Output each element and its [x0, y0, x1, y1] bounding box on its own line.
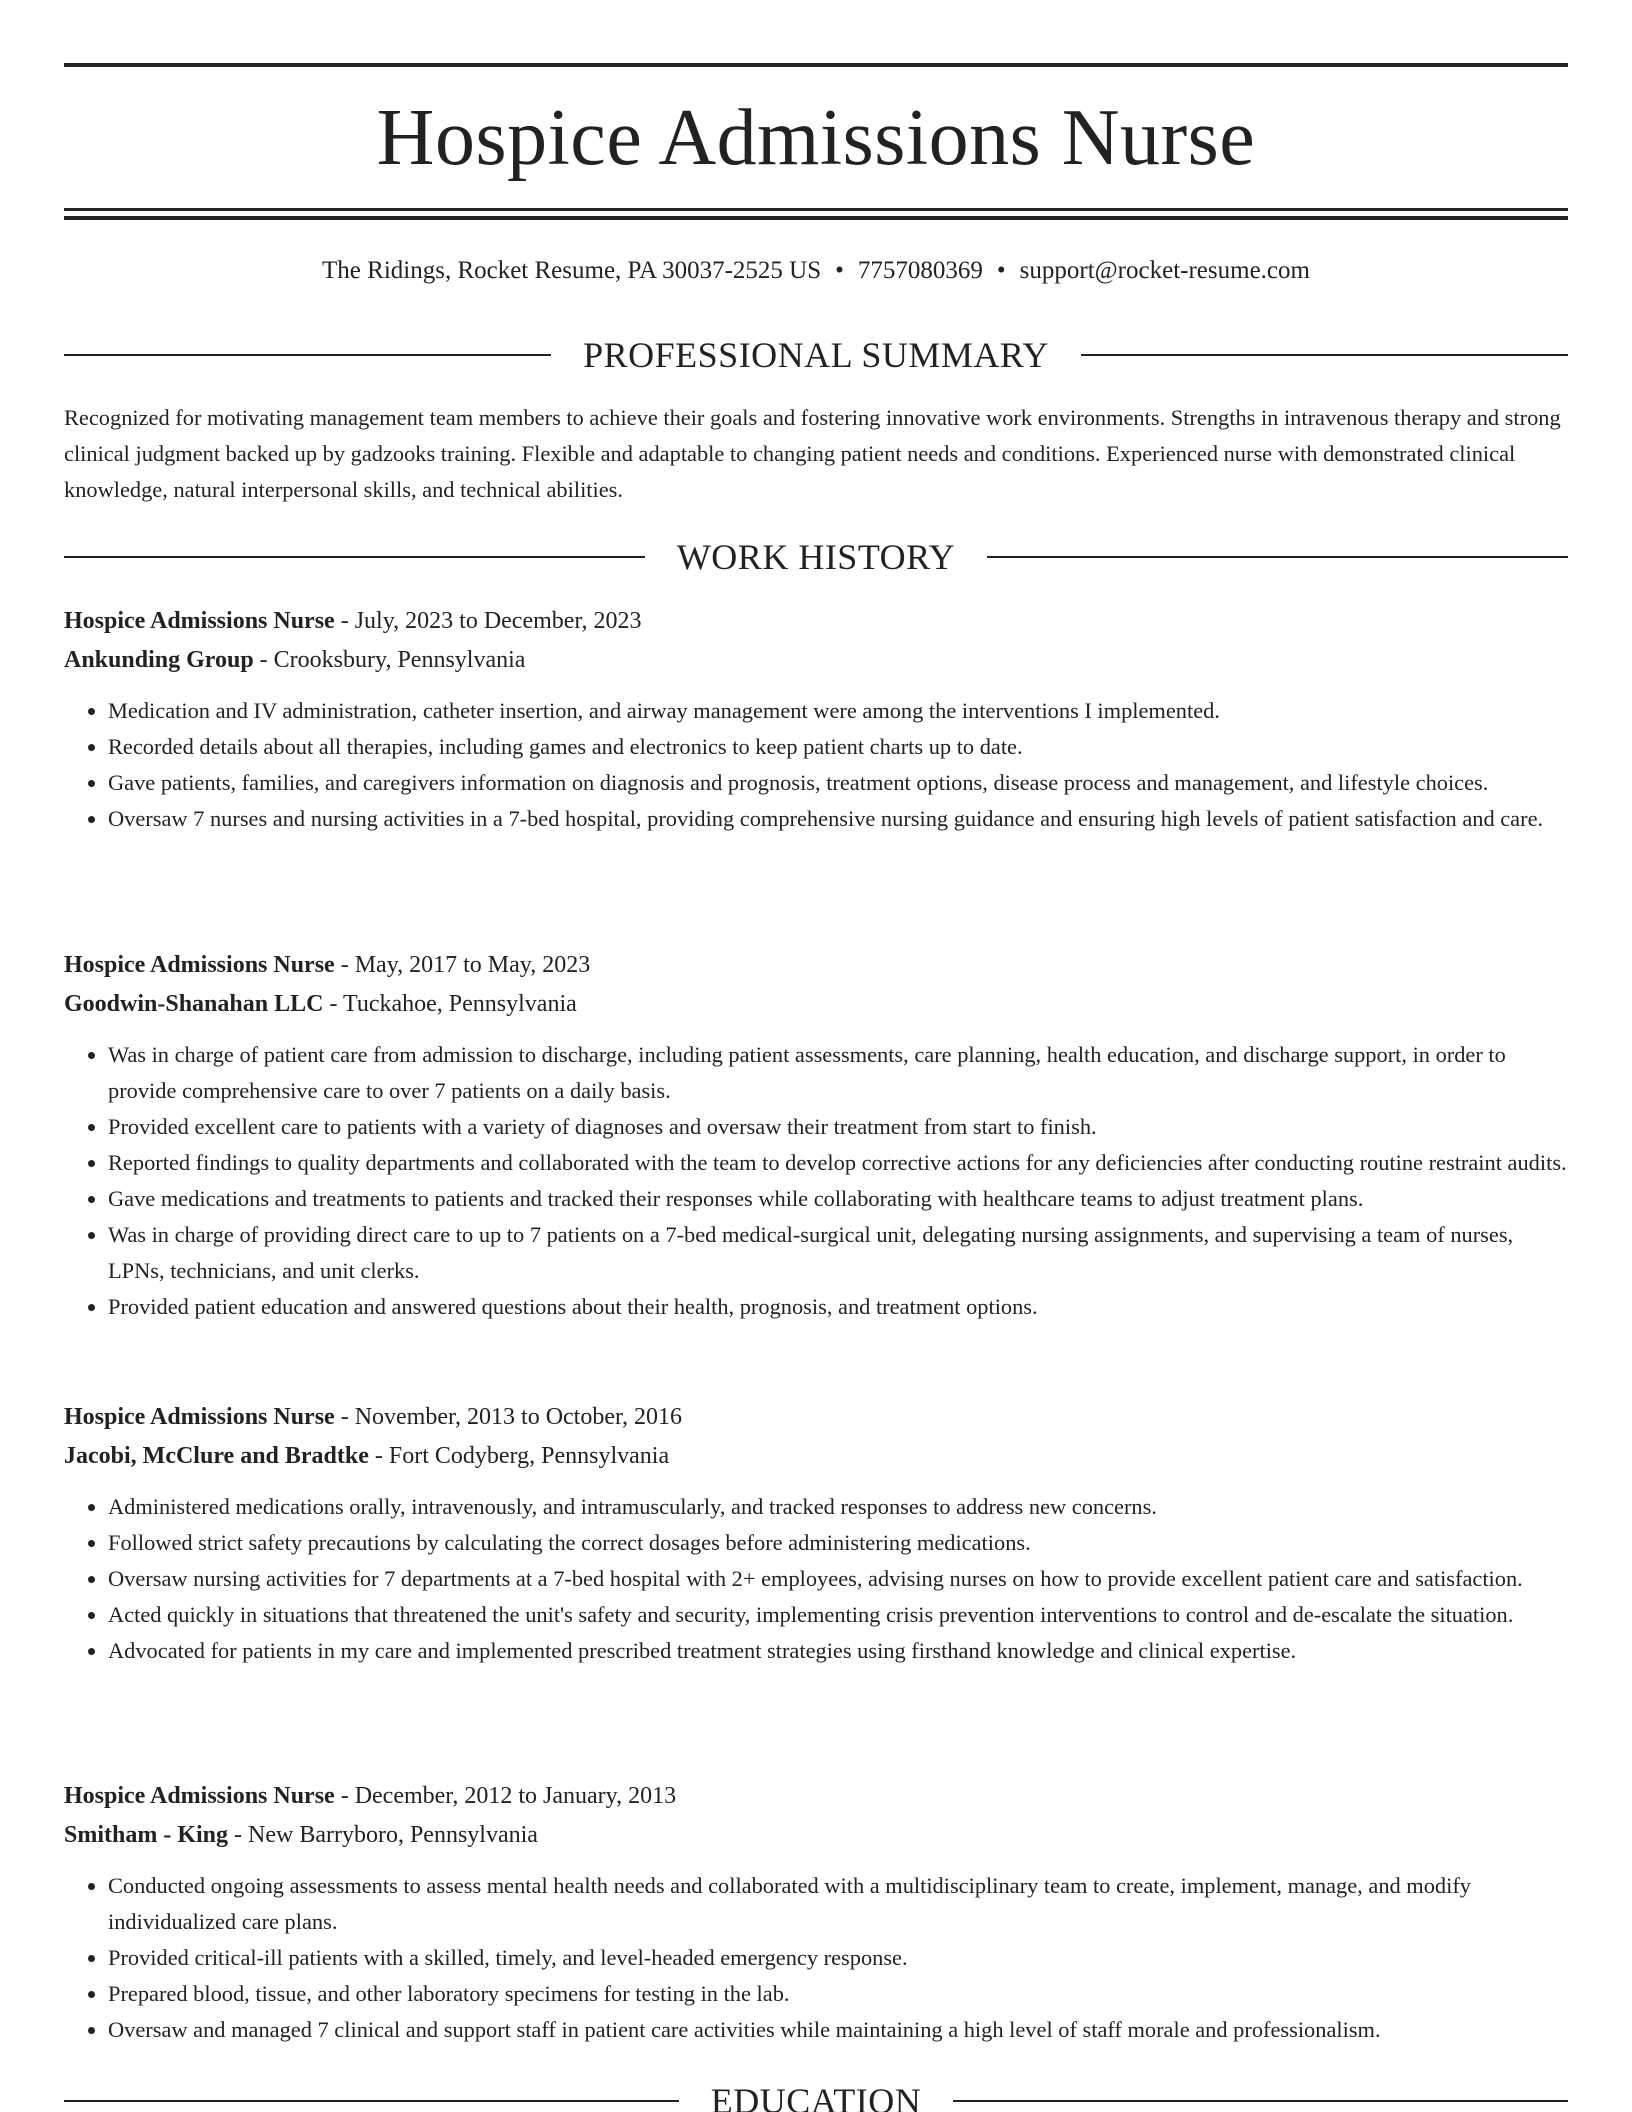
section-title-work: WORK HISTORY [676, 537, 956, 577]
section-rule [987, 556, 1568, 558]
job-location: - Tuckahoe, Pennsylvania [323, 991, 577, 1017]
section-header-work [64, 535, 1568, 579]
job-bullet: • Oversaw 7 nurses and nursing activities in a 7-bed hospital, providing comprehensive nursing guidance and ensuring high levels of patient satisfaction and care. [108, 801, 1568, 837]
job-entry [64, 946, 1568, 1325]
contact-phone: 7757080369 [857, 257, 983, 284]
job-title-line [64, 1777, 1568, 1816]
job-bullet: • Oversaw and managed 7 clinical and support staff in patient care activities while maintaining a high level of staff morale and professionalism. [108, 2012, 1568, 2048]
job-entry [64, 1777, 1568, 2048]
title-double-rule [64, 208, 1568, 220]
job-title-line [64, 602, 1568, 641]
resume-title: Hospice Admissions Nurse [376, 94, 1256, 182]
contact-email: support@rocket-resume.com [1019, 257, 1310, 284]
job-dates: - May, 2017 to May, 2023 [334, 952, 591, 978]
contact-separator: • [835, 257, 844, 284]
job-bullets [64, 1868, 1568, 2048]
professional-summary: Recognized for motivating management team members to achieve their goals and fostering innovative work environments. Strengths in intravenous therapy and strong clinical judgment backed up by gadzooks training. Flexible and adaptable to changing patient needs and conditions. Experienced nurse with demonstrated clinical knowledge, natural interpersonal skills, and technical abilities. [64, 405, 1561, 502]
job-location: - Fort Codyberg, Pennsylvania [368, 1443, 670, 1469]
job-bullets [64, 693, 1568, 837]
top-rule [64, 63, 1568, 67]
job-location: - Crooksbury, Pennsylvania [253, 647, 526, 673]
section-rule [1081, 354, 1568, 356]
section-header-education [64, 2079, 1568, 2112]
contact-separator: • [996, 257, 1006, 284]
job-bullet: • Prepared blood, tissue, and other laboratory specimens for testing in the lab. [108, 1976, 1568, 2012]
job-title: Hospice Admissions Nurse [64, 608, 335, 634]
job-location: - New Barryboro, Pennsylvania [228, 1822, 538, 1848]
job-entry [64, 1398, 1568, 1669]
job-bullet: • Advocated for patients in my care and implemented prescribed treatment strategies using firsthand knowledge and clinical expertise. [108, 1633, 1568, 1669]
job-company-line [64, 1816, 1568, 1855]
job-company-line [64, 641, 1568, 680]
section-rule [953, 2100, 1568, 2102]
job-company: Goodwin-Shanahan LLC [64, 991, 324, 1017]
job-bullet: • Medication and IV administration, catheter insertion, and airway management were among the interventions I implemented. [108, 693, 1568, 729]
job-bullet: • Reported findings to quality departments and collaborated with the team to develop corrective actions for any deficiencies after conducting routine restraint audits. [108, 1145, 1568, 1181]
job-bullet: • Provided patient education and answered questions about their health, prognosis, and treatment options. [108, 1289, 1568, 1325]
section-title-education: EDUCATION [710, 2081, 922, 2112]
job-title: Hospice Admissions Nurse [64, 952, 335, 978]
job-company: Jacobi, McClure and Bradtke [64, 1443, 369, 1469]
job-dates: - December, 2012 to January, 2013 [334, 1783, 677, 1809]
job-bullet: • Gave medications and treatments to patients and tracked their responses while collaborating with healthcare teams to adjust treatment plans. [108, 1181, 1568, 1217]
job-company: Ankunding Group [64, 647, 254, 673]
job-bullet: • Followed strict safety precautions by calculating the correct dosages before administering medications. [108, 1525, 1568, 1561]
job-company-line [64, 1437, 1568, 1476]
job-title-line [64, 946, 1568, 985]
job-bullet: • Acted quickly in situations that threatened the unit's safety and security, implementing crisis prevention interventions to control and de-escalate the situation. [108, 1597, 1568, 1633]
contact-address: The Ridings, Rocket Resume, PA 30037-2525 US [322, 257, 822, 284]
job-bullet: • Conducted ongoing assessments to assess mental health needs and collaborated with a multidisciplinary team to create, implement, manage, and modify individualized care plans. [108, 1868, 1568, 1940]
section-title-summary: PROFESSIONAL SUMMARY [583, 335, 1049, 375]
job-bullet: • Provided excellent care to patients with a variety of diagnoses and oversaw their treatment from start to finish. [108, 1109, 1568, 1145]
job-bullet: • Recorded details about all therapies, including games and electronics to keep patient charts up to date. [108, 729, 1568, 765]
contact-line [64, 254, 1568, 288]
job-title: Hospice Admissions Nurse [64, 1783, 335, 1809]
job-dates: - November, 2013 to October, 2016 [334, 1404, 683, 1430]
job-bullet: • Was in charge of providing direct care to up to 7 patients on a 7-bed medical-surgical unit, delegating nursing assignments, and supervising a team of nurses, LPNs, technicians, and unit clerks. [108, 1217, 1568, 1289]
section-rule [64, 2100, 679, 2102]
job-company: Smitham - King [64, 1822, 229, 1848]
job-bullet: • Was in charge of patient care from admission to discharge, including patient assessments, care planning, health education, and discharge support, in order to provide comprehensive care to over 7 patients on a daily basis. [108, 1037, 1568, 1109]
job-bullet: • Gave patients, families, and caregivers information on diagnosis and prognosis, treatment options, disease process and management, and lifestyle choices. [108, 765, 1568, 801]
job-bullets [64, 1037, 1568, 1325]
job-bullets [64, 1489, 1568, 1669]
job-bullet: • Provided critical-ill patients with a skilled, timely, and level-headed emergency response. [108, 1940, 1568, 1976]
job-title: Hospice Admissions Nurse [64, 1404, 335, 1430]
section-rule [64, 354, 551, 356]
job-entry [64, 602, 1568, 837]
job-bullet: • Oversaw nursing activities for 7 departments at a 7-bed hospital with 2+ employees, advising nurses on how to provide excellent patient care and satisfaction. [108, 1561, 1568, 1597]
job-dates: - July, 2023 to December, 2023 [334, 608, 642, 634]
job-bullet: • Administered medications orally, intravenously, and intramuscularly, and tracked responses to address new concerns. [108, 1489, 1568, 1525]
section-header-summary [64, 333, 1568, 377]
job-company-line [64, 985, 1568, 1024]
section-rule [64, 556, 645, 558]
job-title-line [64, 1398, 1568, 1437]
